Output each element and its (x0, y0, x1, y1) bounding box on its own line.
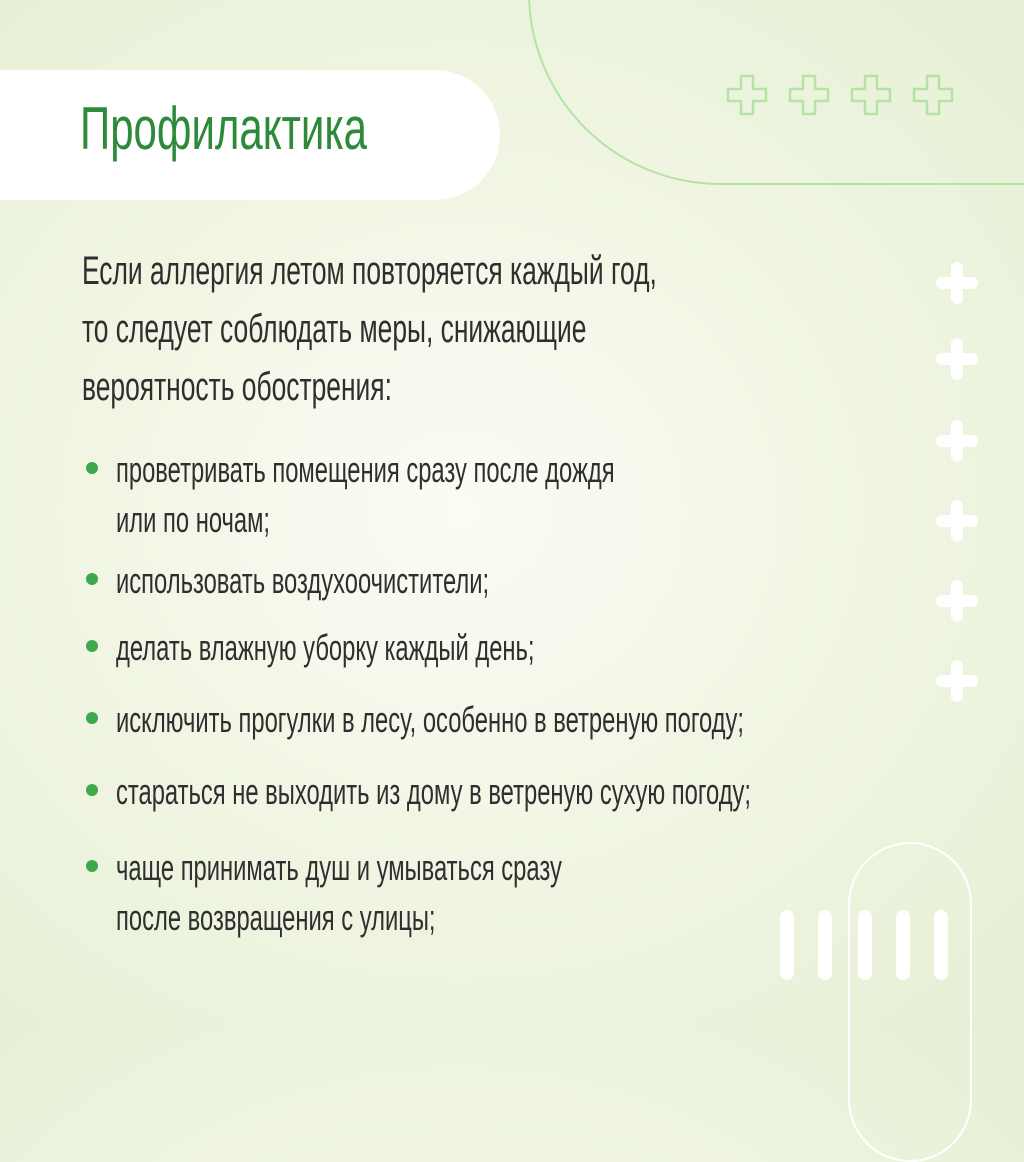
list-item-line: использовать воздухоочистители; (116, 560, 490, 601)
plus-icon (934, 336, 980, 382)
plus-icon (934, 578, 980, 624)
list-item-text (116, 767, 751, 817)
bullet-dot (86, 712, 98, 724)
decorative-bar (896, 910, 910, 980)
bullet-dot (86, 573, 98, 585)
plus-icon (934, 498, 980, 544)
decorative-bar (934, 910, 948, 980)
intro-paragraph (82, 242, 657, 416)
plus-outline-icon (724, 72, 770, 118)
list-item-text (116, 623, 535, 673)
bullet-dot (86, 860, 98, 872)
decorative-arch (848, 842, 972, 1162)
bullet-dot (86, 640, 98, 652)
list-item-line: после возвращения с улицы; (116, 897, 436, 938)
plus-outline-icon (848, 72, 894, 118)
decorative-bar (780, 910, 794, 980)
bullet-dot (86, 784, 98, 796)
plus-icon (934, 418, 980, 464)
intro-line: Если аллергия летом повторяется каждый год, (82, 249, 657, 293)
intro-line: вероятность обострения: (82, 365, 392, 409)
list-item-line: исключить прогулки в лесу, особенно в ветреную погоду; (116, 699, 745, 740)
plus-outline-icon (786, 72, 832, 118)
plus-icon (934, 260, 980, 306)
plus-icon (934, 658, 980, 704)
decorative-bar (818, 910, 832, 980)
list-item-line: или по ночам; (116, 499, 271, 540)
list-item-text (116, 695, 744, 745)
list-item-text (116, 556, 489, 606)
list-item-line: делать влажную уборку каждый день; (116, 627, 535, 668)
list-item-line: стараться не выходить из дому в ветреную сухую погоду; (116, 771, 752, 812)
list-item-text (116, 843, 562, 943)
list-item-text (116, 445, 615, 545)
plus-outline-icon (910, 72, 956, 118)
intro-line: то следует соблюдать меры, снижающие (82, 307, 587, 351)
list-item-line: чаще принимать душ и умываться сразу (116, 847, 562, 888)
bullet-dot (86, 462, 98, 474)
decorative-bar (858, 910, 872, 980)
page-title: Профилактика (80, 95, 367, 162)
list-item-line: проветривать помещения сразу после дождя (116, 449, 615, 490)
